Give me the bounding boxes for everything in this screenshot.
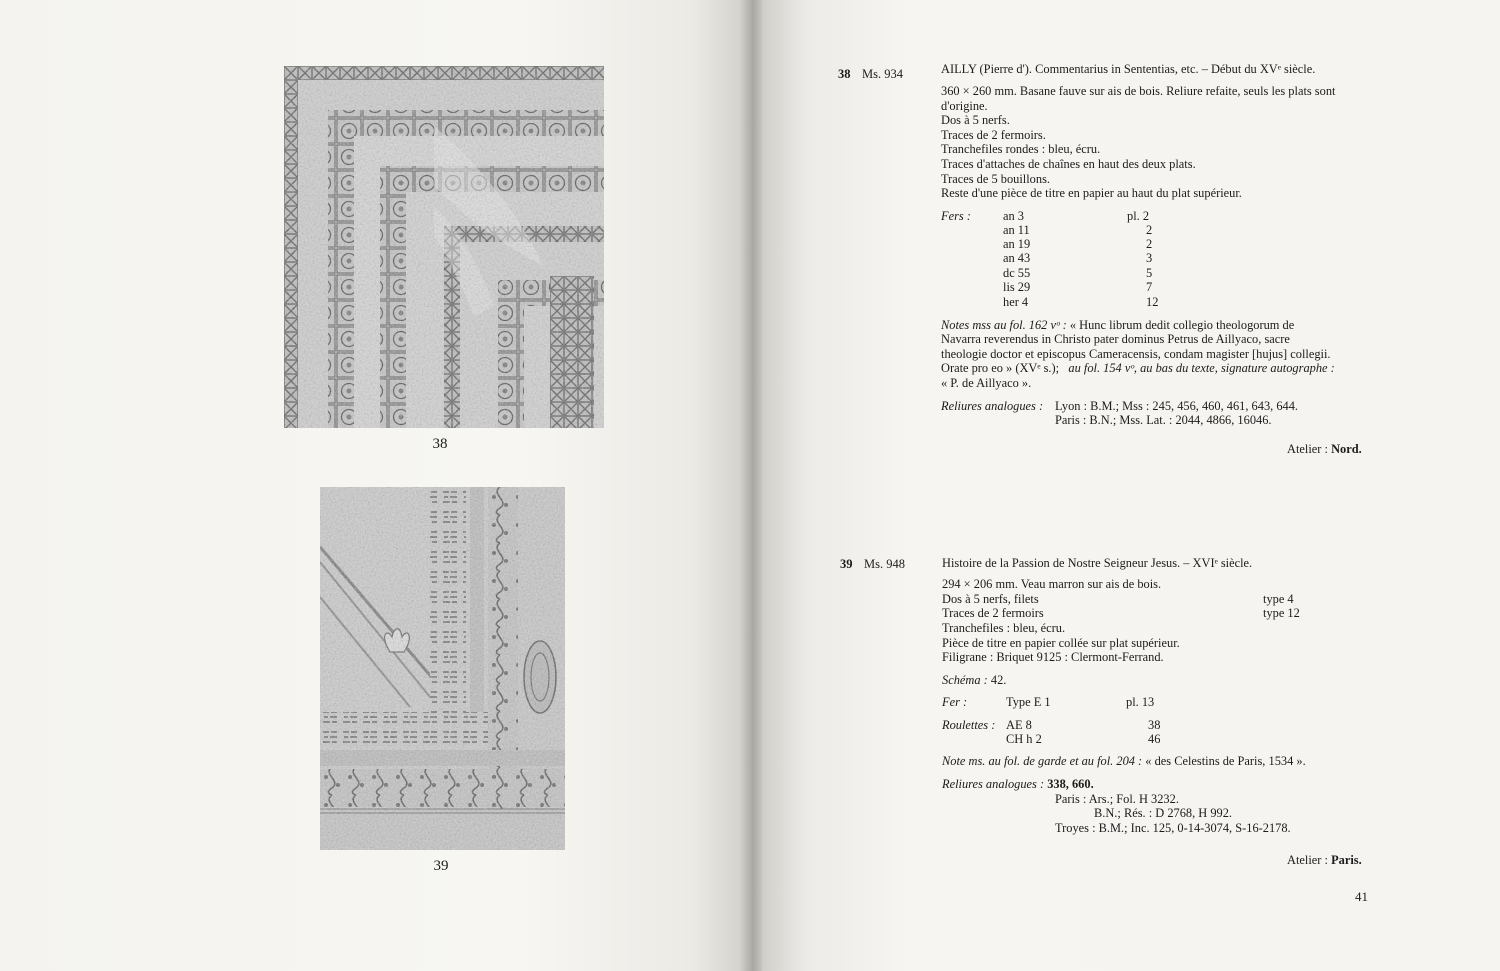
entry-38-rel-2: Paris : B.N.; Mss. Lat. : 2044, 4866, 16046. <box>1055 413 1272 427</box>
fer-plate: 2 <box>1146 237 1153 251</box>
entry-38-desc-2: d'origine. <box>941 99 988 113</box>
fer-plate: 2 <box>1146 223 1153 237</box>
fer-name: an 19 <box>1003 237 1031 251</box>
fer-name: an 3 <box>1003 209 1024 223</box>
entry-38-rel-1: Lyon : B.M.; Mss : 245, 456, 460, 461, 643, 644. <box>1055 399 1299 413</box>
entry-39-rel-bold: 338, 660. <box>1047 777 1094 791</box>
entry-38-shelfmark: Ms. 934 <box>862 67 903 81</box>
entry-39-roulettes-label: Roulettes : <box>942 718 996 732</box>
entry-39-note-label: Note ms. au fol. de garde et au fol. 204 : <box>942 754 1143 768</box>
entry-38-notes-5: « P. de Aillyaco ». <box>941 376 1032 390</box>
entry-38-desc-1: 360 × 260 mm. Basane fauve sur ais de bois. Reliure refaite, seuls les plats sont <box>941 84 1336 98</box>
entry-39-atelier-label: Atelier : <box>1287 853 1328 867</box>
entry-39-desc-4: Tranchefiles : bleu, écru. <box>942 621 1066 635</box>
plate-39-binding-photo <box>320 487 565 850</box>
roulette-name: CH h 2 <box>1006 732 1042 746</box>
entry-39-atelier: Paris. <box>1331 853 1362 867</box>
plate-38-binding-photo <box>284 66 604 428</box>
plate-38-caption: 38 <box>432 436 448 452</box>
entry-39-desc-3-type: type 12 <box>1263 606 1300 620</box>
entry-38-rel-label: Reliures analogues : <box>941 399 1044 413</box>
entry-39-desc-1: 294 × 206 mm. Veau marron sur ais de bois. <box>942 577 1162 591</box>
fer-plate: 7 <box>1146 280 1153 294</box>
entry-39-note: « des Celestins de Paris, 1534 ». <box>1145 754 1306 768</box>
plate-39-caption: 39 <box>433 858 449 874</box>
entry-39-shelfmark: Ms. 948 <box>864 557 905 571</box>
fer-name: lis 29 <box>1003 280 1031 294</box>
entry-39-desc-2-type: type 4 <box>1263 592 1294 606</box>
entry-39-fer-name: Type E 1 <box>1006 695 1051 709</box>
entry-38-notes-3: theologie doctor et episcopus Cameracensis, condam magister [hujus] collegii. <box>941 347 1331 361</box>
entry-39-rel-4: Troyes : B.M.; Inc. 125, 0-14-3074, S-16-2178. <box>1055 821 1291 835</box>
entry-39-number: 39 <box>840 557 853 571</box>
entry-39-title: Histoire de la Passion de Nostre Seigneur Jesus. <box>942 556 1181 570</box>
entry-39-desc-2: Dos à 5 nerfs, filets <box>942 592 1039 606</box>
entry-39-desc-5: Pièce de titre en papier collée sur plat supérieur. <box>942 636 1180 650</box>
entry-38-atelier-label: Atelier : <box>1287 442 1328 456</box>
fer-plate: 12 <box>1146 295 1159 309</box>
entry-38-date: – Début du XVᵉ siècle. <box>1201 62 1316 76</box>
entry-39-desc-6: Filigrane : Briquet 9125 : Clermont-Ferrand. <box>942 650 1164 664</box>
entry-38-notes-4b: au fol. 154 vᵒ, au bas du texte, signature autographe : <box>1068 361 1335 375</box>
entry-38-desc-8: Reste d'une pièce de titre en papier au haut du plat supérieur. <box>941 186 1242 200</box>
fer-plate: 3 <box>1146 251 1153 265</box>
entry-38-desc-6: Traces d'attaches de chaînes en haut des deux plats. <box>941 157 1196 171</box>
entry-38-notes-1: « Hunc librum dedit collegio theologorum de <box>1069 318 1295 332</box>
entry-39-rel-2: Paris : Ars.; Fol. H 3232. <box>1055 792 1179 806</box>
roulette-plate: 38 <box>1148 718 1161 732</box>
entry-38-title: AILLY (Pierre d'). Commentarius in Sententias, etc. <box>941 62 1199 76</box>
entry-38-desc-4: Traces de 2 fermoirs. <box>941 128 1046 142</box>
entry-39-date: – XVIᵉ siècle. <box>1183 556 1253 570</box>
entry-39-schema-label: Schéma : <box>942 673 988 687</box>
entry-39-rel-3: B.N.; Rés. : D 2768, H 992. <box>1094 806 1233 820</box>
entry-38-fers-label: Fers : <box>941 209 971 223</box>
entry-39-fer-label: Fer : <box>942 695 968 709</box>
entry-38-notes-2: Navarra reverendus in Christo pater dominus Petrus de Aillyaco, sacre <box>941 332 1290 346</box>
entry-38-notes-4a: Orate pro eo » (XVᵉ s.); <box>941 361 1060 375</box>
entry-38-notes-label: Notes mss au fol. 162 vᵒ : <box>941 318 1067 332</box>
fer-name: dc 55 <box>1003 266 1031 280</box>
roulette-name: AE 8 <box>1006 718 1032 732</box>
fer-plate: 5 <box>1146 266 1153 280</box>
page-number: 41 <box>1355 889 1368 904</box>
entry-38-desc-3: Dos à 5 nerfs. <box>941 113 1010 127</box>
roulette-plate: 46 <box>1148 732 1161 746</box>
fer-name: an 11 <box>1003 223 1030 237</box>
fer-name: her 4 <box>1003 295 1029 309</box>
fer-plate: pl. 2 <box>1127 209 1150 223</box>
entry-39-schema: 42. <box>990 673 1007 687</box>
entry-38-number: 38 <box>838 67 851 81</box>
entry-38-desc-7: Traces de 5 bouillons. <box>941 172 1050 186</box>
fer-name: an 43 <box>1003 251 1031 265</box>
entry-39-rel-label: Reliures analogues : <box>942 777 1045 791</box>
entry-38-desc-5: Tranchefiles rondes : bleu, écru. <box>941 142 1101 156</box>
entry-39-desc-3: Traces de 2 fermoirs <box>942 606 1044 620</box>
entry-38-atelier: Nord. <box>1331 442 1362 456</box>
entry-39-fer-plate: pl. 13 <box>1126 695 1155 709</box>
